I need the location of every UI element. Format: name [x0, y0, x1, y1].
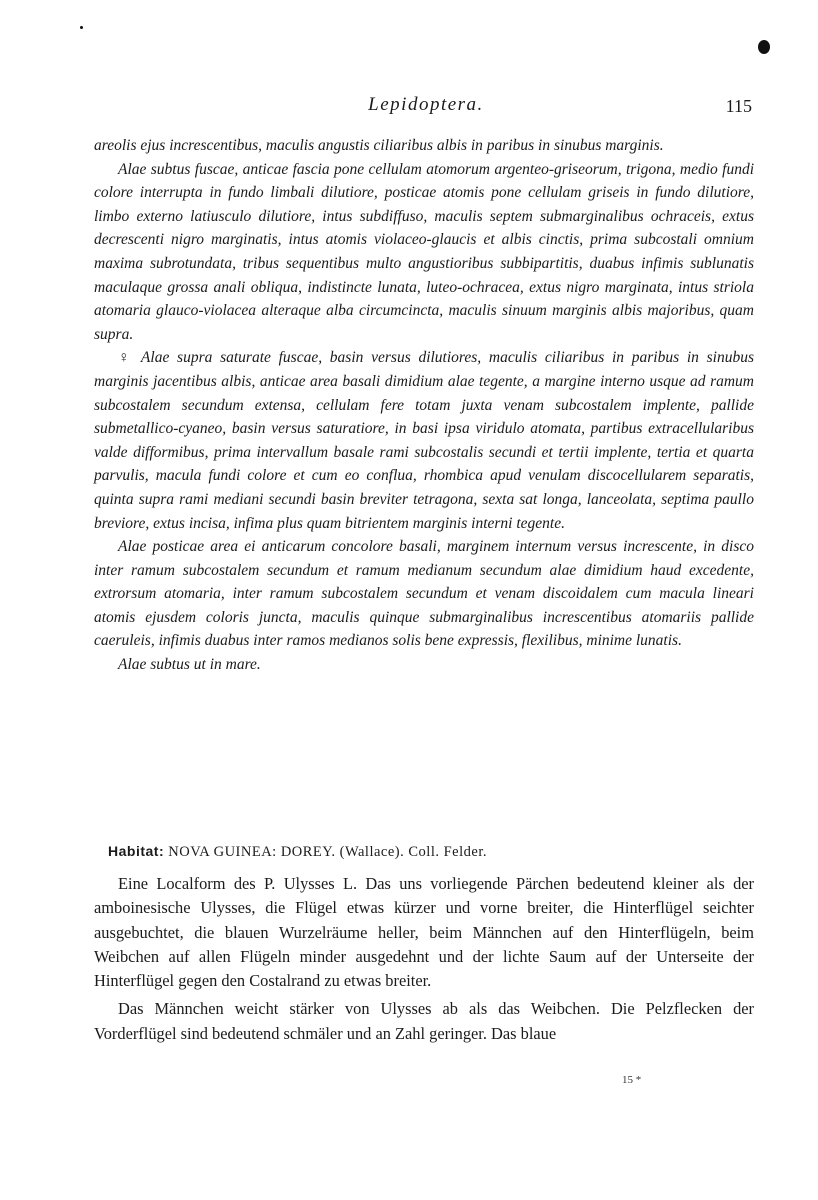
german-commentary	[94, 872, 754, 1050]
ink-speck	[80, 26, 83, 29]
page-number: 115	[725, 96, 752, 116]
latin-paragraph-4: Alae posticae area ei anticarum concolore basali, marginem internum versus increscente, in disco inter ramum subcostalem secundum et ramum medianum secundum alae dimidium haud excedente, extrorsum atomaria, inter ramum subcostalem secundum et venam discoidalem cum macula lineari atomis ejusdem coloris juncta, maculis quinque submarginalibus increscentibus atomariis pallide caeruleis, infimis duabus inter ramos medianos solis bene expressis, flexilibus, minime lunatis.	[94, 538, 754, 650]
habitat-line	[108, 843, 748, 861]
page-header	[100, 94, 752, 124]
german-paragraph-2: Das Männchen weicht stärker von Ulysses ab als das Weibchen. Die Pelzflecken der Vorderflügel sind bedeutend schmäler und an Zahl geringer. Das blaue	[94, 999, 754, 1043]
latin-paragraph-2: Alae subtus fuscae, anticae fascia pone cellulam atomorum argenteo-griseorum, trigona, medio fundi colore interrupta in fundo limbali dilutiore, posticae atomis pone cellulam griseis in fundo dilutiore, limbo externo latiusculo dilutiore, intus subdiffuso, maculis septem submarginalibus ochraceis, extus decrescenti nigro marginatis, intus atomis violaceo-glaucis et albis cinctis, prima subcostali omnium maxima subrotundata, tribus sequentibus multo angustioribus subbipartitis, duabus infimis sublunatis maculaque grossa anali obliqua, indistincte lunata, luteo-ochracea, extus nigro marginata, intus striola atomaria glauco-violacea alteraque alba circumcincta, maculis sinuum marginis albis majoribus, quam supra.	[94, 160, 754, 343]
latin-paragraph-3: ♀ Alae supra saturate fuscae, basin versus dilutiores, maculis ciliaribus in paribus in sinubus marginis jacentibus albis, anticae area basali dimidium alae tegente, a margine interno usque ad ramum subcostalem secundum extensa, cellulam fere totam juxta venam subcostalem implente, pallide submetallico-cyaneo, basin versus saturatiore, in basi ipsa viridulo atomata, partibus extracellularibus valde difformibus, prima intervallum basale rami subcostalis secundi et tertii implente, tertia et quarta parvulis, macula fundi colore et cum eo conflua, rhombica apud venulam discocellularem separatis, quinta supra rami mediani secundi basin breviter tetragona, sexta sat longa, lanceolata, septima paullo breviore, extus incisa, infima plus quam bitrientem marginis interni tegente.	[94, 349, 754, 532]
habitat-text: NOVA GUINEA: DOREY. (Wallace). Coll. Felder.	[168, 844, 487, 860]
latin-paragraph-5: Alae subtus ut in mare.	[118, 656, 261, 674]
latin-paragraph-1: areolis ejus increscentibus, maculis angustis ciliaribus albis in paribus in sinubus marginis.	[94, 137, 664, 154]
ink-speck	[758, 40, 770, 54]
german-paragraph-1: Eine Localform des P. Ulysses L. Das uns vorliegende Pärchen bedeutend kleiner als der amboinesische Ulysses, die Flügel etwas kürzer und vorne breiter, die Hinterflügel seichter ausgebuchtet, die blauen Wurzelräume heller, beim Männchen auf den Hinterflügeln, beim Weibchen auf allen Flügeln minder ausgedehnt und der lichte Saum auf der Unterseite der Hinterflügel gegen den Costalrand zu etwas breiter.	[94, 874, 754, 991]
habitat-label: Habitat:	[108, 843, 165, 859]
printer-signature: 15 *	[622, 1074, 642, 1086]
latin-description	[94, 134, 754, 677]
running-title: Lepidoptera.	[368, 94, 484, 115]
